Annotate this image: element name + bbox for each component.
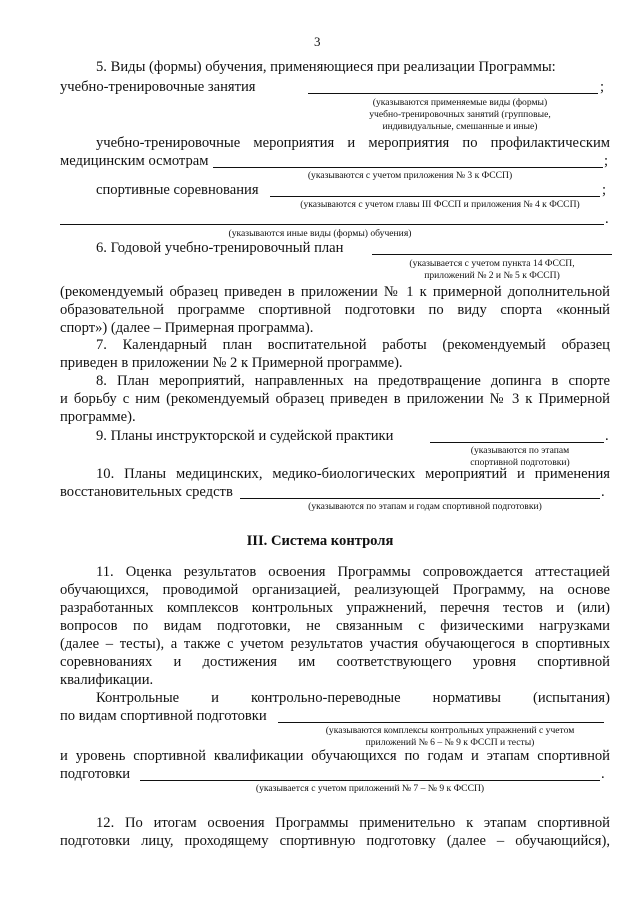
- item6-blank: [372, 254, 612, 255]
- item9-dot: .: [605, 428, 609, 444]
- events-semicolon: ;: [604, 153, 609, 169]
- section-heading: III. Система контроля: [246, 533, 394, 549]
- p11-line-3: разработанных комплексов контрольных упражнений, перечня тестов и (или): [60, 600, 610, 616]
- norms-blank: [278, 722, 604, 723]
- training-sessions-note-2: учебно-тренировочных занятий (групповые,: [369, 109, 551, 120]
- events-line-1: учебно-тренировочные мероприятия и мероприятия по профилактическим: [96, 135, 610, 151]
- p12-line-1: 12. По итогам освоения Программы применительно к этапам спортивной: [96, 815, 610, 831]
- level-line-2-label: подготовки: [60, 766, 131, 782]
- other-forms-dot: .: [605, 211, 609, 227]
- item5-title: 5. Виды (формы) обучения, применяющиеся при реализации Программы:: [96, 59, 556, 75]
- p11-line-4: вопросов по видам подготовки, не связанным с физическими нагрузками: [60, 618, 610, 634]
- competitions-semicolon: ;: [602, 182, 607, 198]
- training-sessions-label: учебно-тренировочные занятия: [60, 79, 256, 95]
- level-line-1: и уровень спортивной квалификации обучающихся по годам и этапам спортивной: [60, 748, 610, 764]
- item10-line-1: 10. Планы медицинских, медико-биологических мероприятий и применения: [96, 466, 610, 482]
- item10-note: (указываются по этапам и годам спортивной подготовки): [308, 501, 542, 512]
- item7-line-1: 7. Календарный план воспитательной работы (рекомендуемый образец: [96, 337, 610, 353]
- competitions-blank: [270, 196, 600, 197]
- p12-line-2: подготовки лицу, проходящему спортивную подготовку (далее – обучающийся),: [60, 833, 610, 849]
- item9-note-2: спортивной подготовки): [470, 457, 570, 468]
- item6-line-3: спорт») (далее – Примерная программа).: [60, 320, 314, 336]
- competitions-note: (указываются с учетом главы III ФССП и приложения № 4 к ФССП): [300, 199, 580, 210]
- item6-note-1: (указывается с учетом пункта 14 ФССП,: [409, 258, 575, 269]
- item9-label: 9. Планы инструкторской и судейской практики: [96, 428, 394, 444]
- item10-line-2-label: восстановительных средств: [60, 484, 233, 500]
- norms-line-2-label: по видам спортивной подготовки: [60, 708, 267, 724]
- item6-label: 6. Годовой учебно-тренировочный план: [96, 240, 344, 256]
- other-forms-note: (указываются иные виды (формы) обучения): [228, 228, 412, 239]
- page-number: 3: [314, 34, 321, 49]
- training-sessions-semicolon: ;: [600, 79, 605, 95]
- item7-line-2: приведен в приложении № 2 к Примерной программе).: [60, 355, 403, 371]
- events-blank: [213, 167, 603, 168]
- item6-line-1: (рекомендуемый образец приведен в приложении № 1 к примерной дополнительной: [60, 284, 610, 300]
- other-forms-blank: [60, 224, 604, 225]
- item8-line-3: программе).: [60, 409, 136, 425]
- training-sessions-blank: [308, 93, 598, 94]
- level-dot: .: [601, 766, 605, 782]
- norms-note-1: (указываются комплексы контрольных упражнений с учетом: [325, 725, 575, 736]
- training-sessions-note-3: индивидуальные, смешанные и иные): [382, 121, 538, 132]
- norms-line-1: Контрольные и контрольно-переводные нормативы (испытания): [96, 690, 610, 706]
- training-sessions-note-1: (указываются применяемые виды (формы): [372, 97, 548, 108]
- events-note: (указываются с учетом приложения № 3 к ФССП): [307, 170, 513, 181]
- norms-note-2: приложений № 6 – № 9 к ФССП и тесты): [365, 737, 535, 748]
- item6-line-2: образовательной программе спортивной подготовки по виду спорта «конный: [60, 302, 610, 318]
- p11-line-1: 11. Оценка результатов освоения Программы сопровождается аттестацией: [96, 564, 610, 580]
- competitions-label: спортивные соревнования: [96, 182, 259, 198]
- p11-line-5: (далее – тесты), а также с учетом результатов участия обучающегося в спортивных: [60, 636, 610, 652]
- events-line-2-label: медицинским осмотрам: [60, 153, 209, 169]
- p11-line-7: квалификации.: [60, 672, 154, 688]
- level-note: (указывается с учетом приложений № 7 – № 9 к ФССП): [255, 783, 485, 794]
- item8-line-2: и борьбу с ним (рекомендуемый образец приведен в приложении № 3 к Примерной: [60, 391, 610, 407]
- p11-line-2: обучающихся, проводимой организацией, реализующей Программу, на основе: [60, 582, 610, 598]
- p11-line-6: соревнованиях и достижения им соответствующего уровня спортивной: [60, 654, 610, 670]
- item6-note-2: приложений № 2 и № 5 к ФССП): [424, 270, 560, 281]
- item9-note-1: (указываются по этапам: [470, 445, 570, 456]
- level-blank: [140, 780, 600, 781]
- item10-dot: .: [601, 484, 605, 500]
- item9-blank: [430, 442, 604, 443]
- item10-blank: [240, 498, 600, 499]
- item8-line-1: 8. План мероприятий, направленных на предотвращение допинга в спорте: [96, 373, 610, 389]
